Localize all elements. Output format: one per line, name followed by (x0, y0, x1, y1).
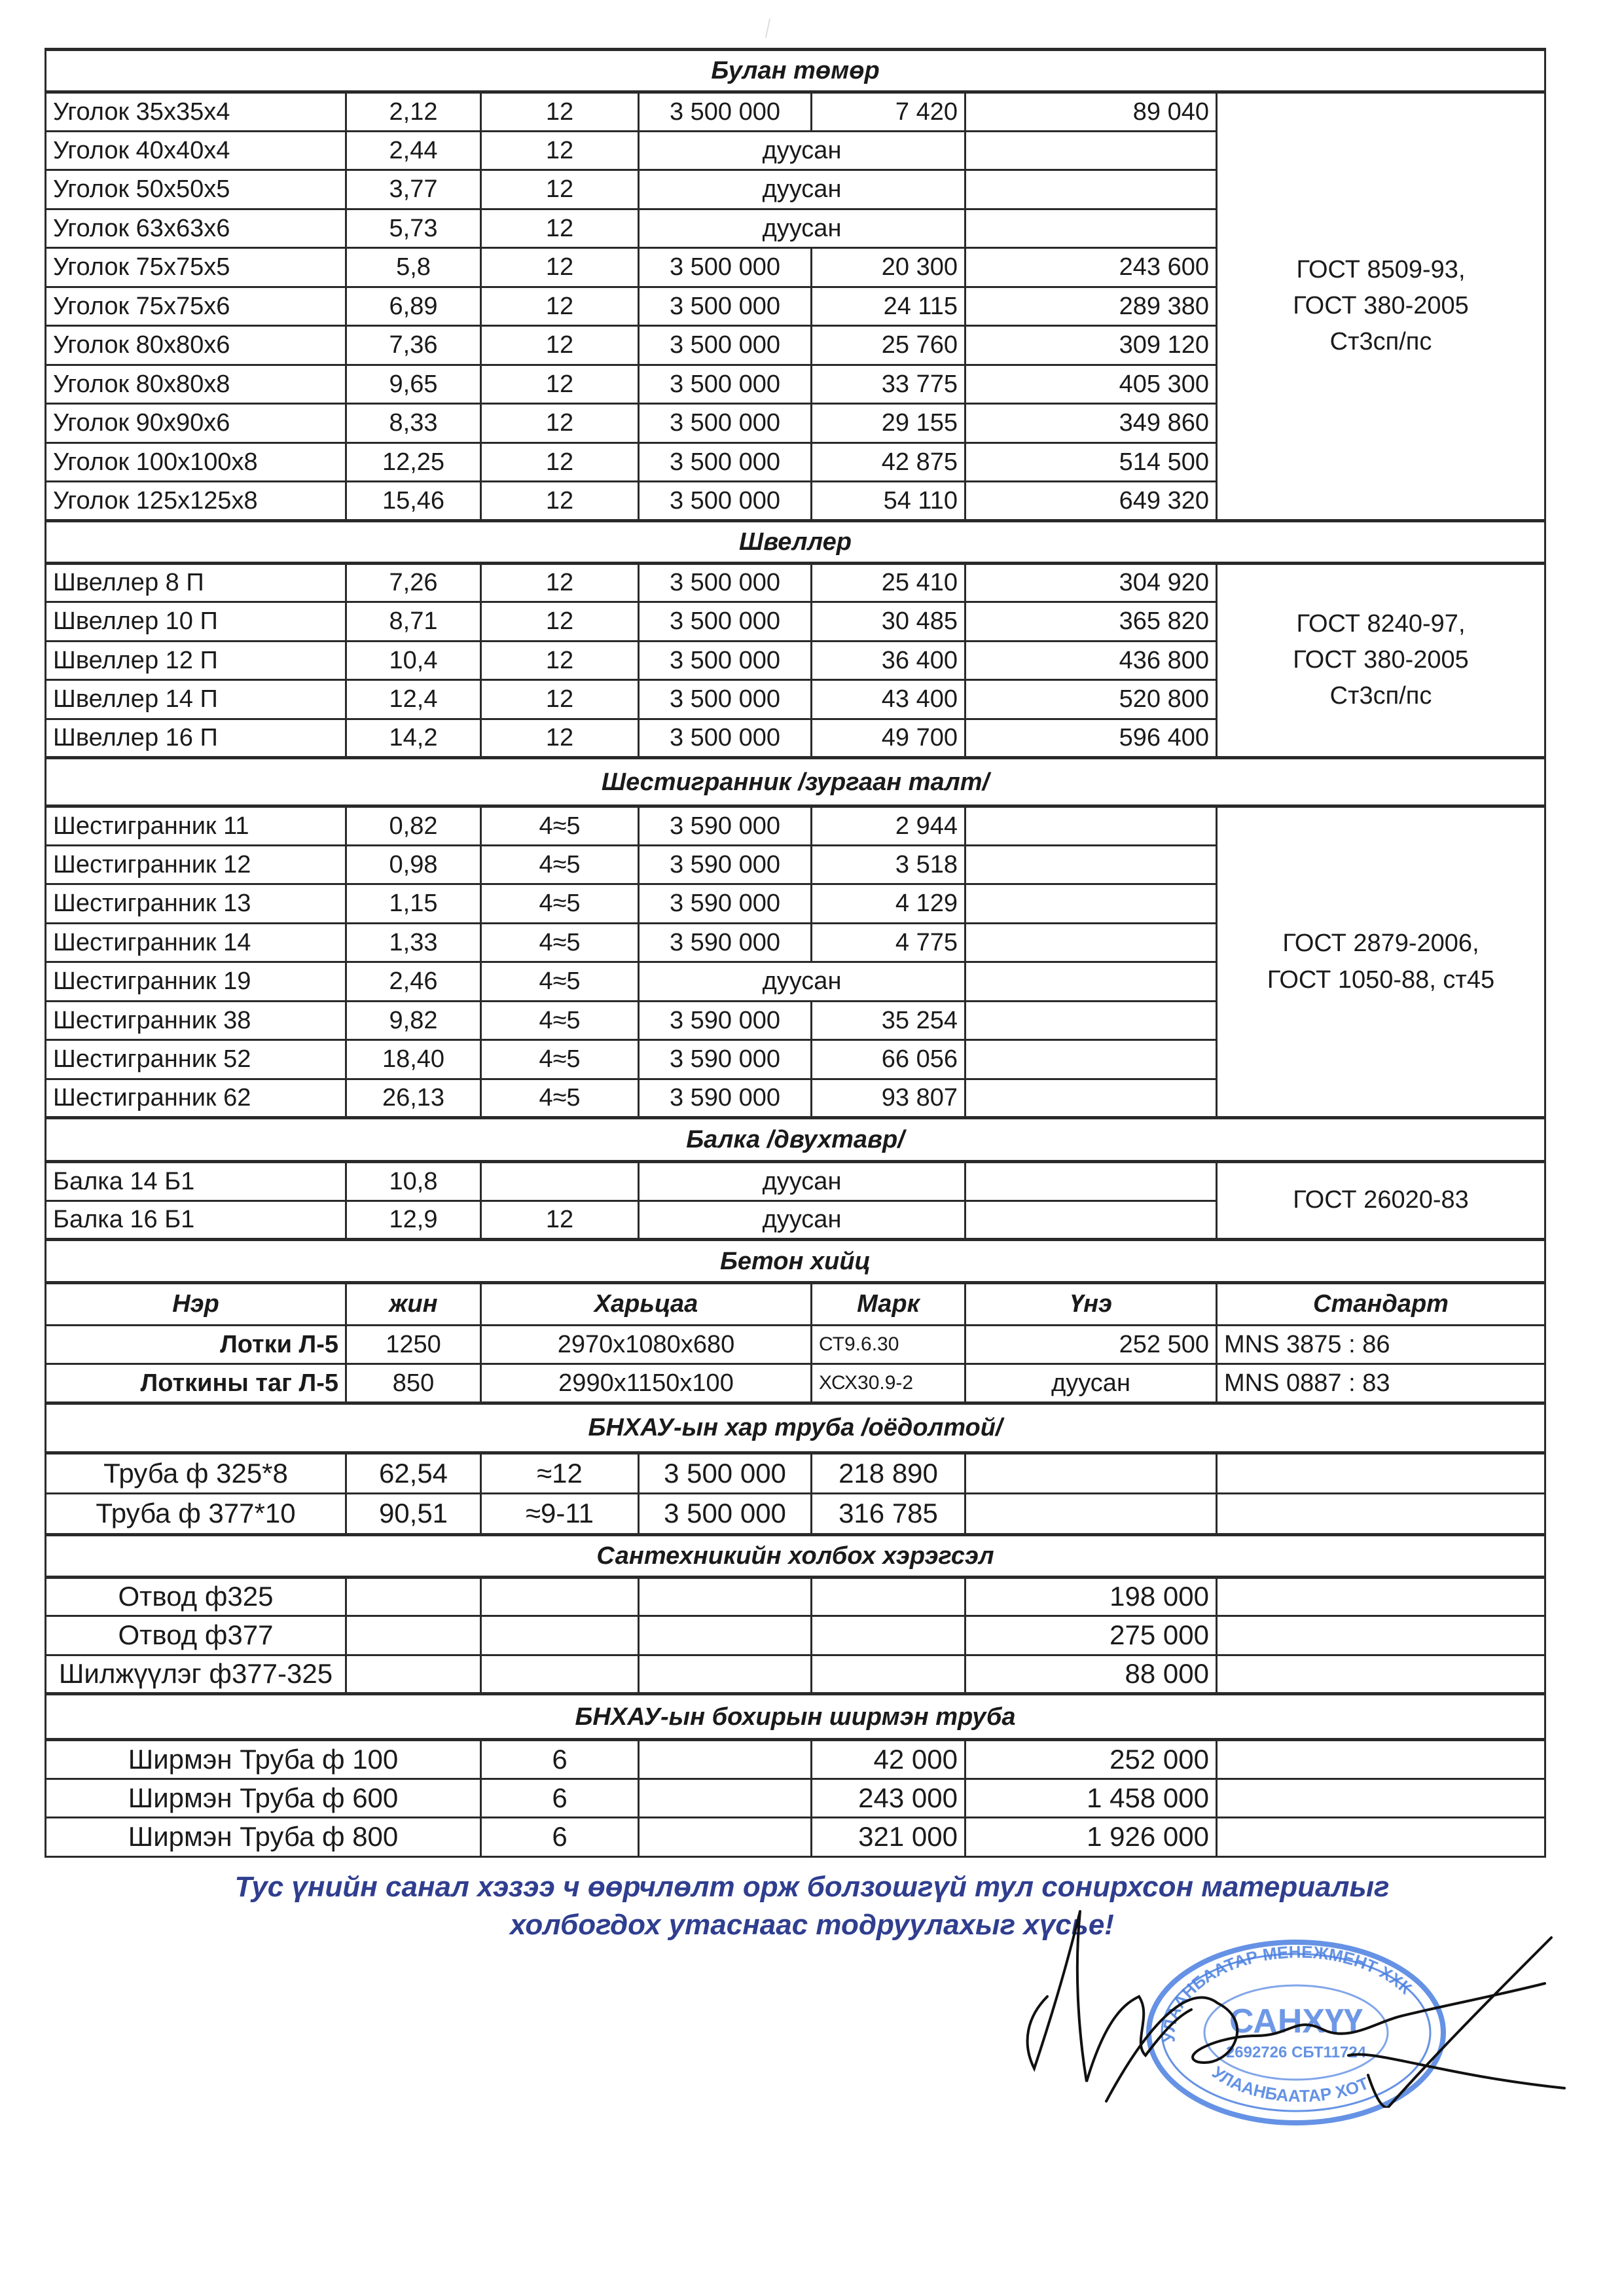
item-price-per-piece: 1 458 000 (965, 1779, 1217, 1818)
item-price-per-piece: 243 600 (965, 248, 1217, 287)
item-weight: 2,12 (346, 92, 481, 132)
stamp-top-text: УЛААНБААТАР МЕНЕЖМЕНТ ХХК (1159, 1942, 1416, 2043)
table-row (46, 1818, 1545, 1857)
item-price-per-piece: 289 380 (965, 287, 1217, 326)
item-name: Уголок 40x40x4 (46, 131, 346, 170)
item-weight: 10,8 (346, 1162, 481, 1201)
item-name: Лоткины таг Л-5 (46, 1364, 346, 1403)
item-name: Швеллер 14 П (46, 680, 346, 719)
section-header-row (46, 1694, 1545, 1740)
item-price-per-ton: 3 590 000 (639, 884, 812, 924)
item-name: Шилжүүлэг ф377-325 (46, 1655, 346, 1694)
standard-line: ГОСТ 8509-93, (1296, 256, 1466, 284)
table-row (46, 1740, 1545, 1779)
item-name: Шестигранник 19 (46, 962, 346, 1002)
column-header-standard: Стандарт (1217, 1283, 1545, 1326)
item-length: 12 (481, 641, 639, 680)
item-price-per-ton (639, 1577, 812, 1616)
item-name: Уголок 80x80x6 (46, 326, 346, 365)
item-status: дуусан (639, 170, 965, 209)
item-name: Труба ф 377*10 (46, 1494, 346, 1535)
column-header-mark: Марк (812, 1283, 965, 1326)
item-name: Уголок 125x125x8 (46, 482, 346, 521)
item-name: Уголок 90x90x6 (46, 404, 346, 443)
item-weight: 5,8 (346, 248, 481, 287)
standard-line: ГОСТ 380-2005 (1293, 646, 1469, 674)
item-standard: MNS 3875 : 86 (1217, 1325, 1545, 1364)
section-header-row (46, 1240, 1545, 1283)
item-price-per-piece (965, 209, 1217, 248)
item-weight: 3,77 (346, 170, 481, 209)
item-price-per-meter: 49 700 (812, 719, 965, 758)
item-name: Уголок 63x63x6 (46, 209, 346, 248)
item-mark: ХСХ30.9-2 (812, 1364, 965, 1403)
item-weight: 5,73 (346, 209, 481, 248)
item-length: 6 (481, 1779, 639, 1818)
item-name: Шестигранник 52 (46, 1040, 346, 1079)
column-header-weight: жин (346, 1283, 481, 1326)
item-price-per-meter: 66 056 (812, 1040, 965, 1079)
item-price-per-ton: 3 500 000 (639, 680, 812, 719)
item-length: 12 (481, 92, 639, 132)
item-name: Уголок 75x75x5 (46, 248, 346, 287)
item-length (481, 1616, 639, 1655)
stamp-bottom-text: УЛААНБААТАР ХОТ (1208, 2062, 1372, 2106)
table-row (46, 806, 1545, 846)
item-weight: 8,71 (346, 602, 481, 642)
item-name: Уголок 100x100x8 (46, 443, 346, 482)
section-header-row (46, 1118, 1545, 1162)
item-name: Ширмэн Труба ф 600 (46, 1779, 481, 1818)
item-price-per-meter: 20 300 (812, 248, 965, 287)
item-price-per-meter: 29 155 (812, 404, 965, 443)
section-title: Булан төмөр (46, 50, 1545, 92)
item-weight (346, 1616, 481, 1655)
item-price-per-meter (812, 1616, 965, 1655)
item-price-per-piece: 304 920 (965, 563, 1217, 602)
item-price-per-meter: 42 000 (812, 1740, 965, 1779)
standard-cell (1217, 92, 1545, 521)
item-price-per-piece: 1 926 000 (965, 1818, 1217, 1857)
item-name: Труба ф 325*8 (46, 1453, 346, 1494)
section-title: Швеллер (46, 520, 1545, 563)
item-standard: MNS 0887 : 83 (1217, 1364, 1545, 1403)
table-row (46, 1494, 1545, 1535)
item-length: 12 (481, 209, 639, 248)
section-header-row (46, 1534, 1545, 1577)
item-length: 12 (481, 443, 639, 482)
item-name: Швеллер 12 П (46, 641, 346, 680)
item-name: Балка 16 Б1 (46, 1201, 346, 1240)
item-price-per-meter: 316 785 (812, 1494, 965, 1535)
item-length: 4≈5 (481, 1079, 639, 1118)
item-length: 12 (481, 482, 639, 521)
item-price-per-piece: 365 820 (965, 602, 1217, 642)
item-length (481, 1577, 639, 1616)
item-length: 12 (481, 1201, 639, 1240)
item-length (481, 1162, 639, 1201)
item-length: 4≈5 (481, 1040, 639, 1079)
item-name: Уголок 80x80x8 (46, 365, 346, 404)
item-price-per-piece (965, 884, 1217, 924)
item-price-per-ton: 3 500 000 (639, 326, 812, 365)
item-name: Отвод ф377 (46, 1616, 346, 1655)
item-price-per-piece (965, 1494, 1217, 1535)
item-length: 4≈5 (481, 1001, 639, 1040)
item-price-per-piece (965, 1040, 1217, 1079)
item-price-per-meter: 36 400 (812, 641, 965, 680)
item-price-per-meter: 30 485 (812, 602, 965, 642)
item-price-per-ton: 3 500 000 (639, 248, 812, 287)
item-price-per-piece: 649 320 (965, 482, 1217, 521)
item-price-per-meter: 4 775 (812, 923, 965, 962)
item-price-per-ton (639, 1779, 812, 1818)
item-price-per-piece: 520 800 (965, 680, 1217, 719)
item-weight: 1250 (346, 1325, 481, 1364)
item-weight: 2,44 (346, 131, 481, 170)
item-size: 2970x1080x680 (481, 1325, 812, 1364)
item-price-per-ton: 3 500 000 (639, 641, 812, 680)
section-header-row (46, 50, 1545, 92)
item-price-per-ton: 3 500 000 (639, 92, 812, 132)
item-status: дуусан (639, 1162, 965, 1201)
item-length: ≈12 (481, 1453, 639, 1494)
column-header-name: Нэр (46, 1283, 346, 1326)
item-weight: 7,26 (346, 563, 481, 602)
standard-cell (1217, 1162, 1545, 1240)
item-name: Шестигранник 13 (46, 884, 346, 924)
item-length: 12 (481, 719, 639, 758)
item-price-per-meter: 43 400 (812, 680, 965, 719)
item-name: Швеллер 16 П (46, 719, 346, 758)
item-weight (346, 1577, 481, 1616)
standard-line: ГОСТ 380-2005 (1293, 292, 1469, 320)
item-price-per-piece: 514 500 (965, 443, 1217, 482)
item-length: 12 (481, 404, 639, 443)
item-price-per-ton (639, 1655, 812, 1694)
item-length: 12 (481, 131, 639, 170)
item-price-per-meter: 35 254 (812, 1001, 965, 1040)
item-price-per-piece (965, 1201, 1217, 1240)
item-status: дуусан (639, 1201, 965, 1240)
item-weight: 12,4 (346, 680, 481, 719)
item-length (481, 1655, 639, 1694)
item-price-per-meter: 4 129 (812, 884, 965, 924)
item-weight (346, 1655, 481, 1694)
item-name: Уголок 50x50x5 (46, 170, 346, 209)
item-price-per-piece: 252 000 (965, 1740, 1217, 1779)
item-weight: 10,4 (346, 641, 481, 680)
table-row (46, 1616, 1545, 1655)
column-header-row (46, 1283, 1545, 1326)
item-price-per-piece: 275 000 (965, 1616, 1217, 1655)
table-row (46, 1577, 1545, 1616)
item-name: Шестигранник 14 (46, 923, 346, 962)
table-row (46, 92, 1545, 132)
item-length: 12 (481, 563, 639, 602)
item-weight: 1,33 (346, 923, 481, 962)
item-name: Шестигранник 12 (46, 845, 346, 884)
item-standard (1217, 1453, 1545, 1494)
item-price-per-ton: 3 500 000 (639, 365, 812, 404)
item-standard (1217, 1740, 1545, 1779)
item-length: 4≈5 (481, 806, 639, 846)
item-price-per-ton: 3 500 000 (639, 563, 812, 602)
item-price-per-meter (812, 1655, 965, 1694)
item-weight: 18,40 (346, 1040, 481, 1079)
section-header-row (46, 758, 1545, 806)
item-price-per-ton: 3 500 000 (639, 1453, 812, 1494)
item-price-per-ton: 3 590 000 (639, 845, 812, 884)
item-name: Ширмэн Труба ф 800 (46, 1818, 481, 1857)
standard-line: ГОСТ 2879-2006, (1282, 930, 1479, 958)
item-weight: 6,89 (346, 287, 481, 326)
item-status: дуусан (639, 962, 965, 1002)
item-price-per-ton: 3 590 000 (639, 1040, 812, 1079)
item-standard (1217, 1818, 1545, 1857)
section-title: Балка /двухтавр/ (46, 1118, 1545, 1162)
item-weight: 12,25 (346, 443, 481, 482)
item-length: 4≈5 (481, 845, 639, 884)
item-length: 12 (481, 287, 639, 326)
section-title: Шестигранник /зургаан талт/ (46, 758, 1545, 806)
item-weight: 62,54 (346, 1453, 481, 1494)
item-weight: 2,46 (346, 962, 481, 1002)
item-price-per-piece: 596 400 (965, 719, 1217, 758)
item-weight: 15,46 (346, 482, 481, 521)
item-weight: 9,82 (346, 1001, 481, 1040)
item-price: дуусан (965, 1364, 1217, 1403)
item-price-per-piece (965, 1162, 1217, 1201)
item-length: 12 (481, 326, 639, 365)
scan-artifact (765, 18, 770, 38)
item-weight: 8,33 (346, 404, 481, 443)
item-weight: 12,9 (346, 1201, 481, 1240)
item-price-per-meter: 7 420 (812, 92, 965, 132)
section-title: Бетон хийц (46, 1240, 1545, 1283)
item-price-per-piece (965, 845, 1217, 884)
item-weight: 0,82 (346, 806, 481, 846)
item-price-per-piece (965, 170, 1217, 209)
item-price-per-piece: 405 300 (965, 365, 1217, 404)
table-row (46, 1162, 1545, 1201)
item-standard (1217, 1779, 1545, 1818)
item-standard (1217, 1655, 1545, 1694)
item-price-per-ton: 3 500 000 (639, 1494, 812, 1535)
item-price-per-ton: 3 590 000 (639, 1079, 812, 1118)
item-price-per-meter: 25 760 (812, 326, 965, 365)
stamp-center-text: САНХҮҮ (1229, 2002, 1363, 2040)
item-price-per-piece: 309 120 (965, 326, 1217, 365)
table-row (46, 1364, 1545, 1403)
standard-line: ГОСТ 1050-88, ст45 (1267, 966, 1495, 994)
item-price-per-piece (965, 131, 1217, 170)
item-price-per-ton (639, 1818, 812, 1857)
item-price-per-piece (965, 923, 1217, 962)
item-price-per-piece: 349 860 (965, 404, 1217, 443)
item-mark: СТ9.6.30 (812, 1325, 965, 1364)
item-length: 12 (481, 170, 639, 209)
item-name: Лотки Л-5 (46, 1325, 346, 1364)
item-length: 12 (481, 365, 639, 404)
item-price-per-meter: 25 410 (812, 563, 965, 602)
item-length: ≈9-11 (481, 1494, 639, 1535)
item-status: дуусан (639, 209, 965, 248)
item-weight: 26,13 (346, 1079, 481, 1118)
table-row (46, 1655, 1545, 1694)
item-name: Балка 14 Б1 (46, 1162, 346, 1201)
table-row (46, 1325, 1545, 1364)
item-weight: 9,65 (346, 365, 481, 404)
standard-line: Ст3сп/пс (1329, 328, 1432, 356)
item-price-per-ton: 3 500 000 (639, 443, 812, 482)
item-price-per-meter (812, 1577, 965, 1616)
item-price-per-meter: 42 875 (812, 443, 965, 482)
item-price-per-piece (965, 806, 1217, 846)
price-table (45, 48, 1546, 1858)
section-header-row (46, 520, 1545, 563)
item-name: Шестигранник 38 (46, 1001, 346, 1040)
item-standard (1217, 1616, 1545, 1655)
item-size: 2990x1150x100 (481, 1364, 812, 1403)
item-length: 6 (481, 1818, 639, 1857)
item-price-per-ton: 3 500 000 (639, 287, 812, 326)
item-weight: 7,36 (346, 326, 481, 365)
section-title: БНХАУ-ын хар труба /оёдолтой/ (46, 1403, 1545, 1453)
item-price-per-ton: 3 500 000 (639, 719, 812, 758)
table-row (46, 563, 1545, 602)
item-price: 252 500 (965, 1325, 1217, 1364)
item-length: 12 (481, 602, 639, 642)
item-name: Уголок 75x75x6 (46, 287, 346, 326)
item-price-per-ton: 3 500 000 (639, 482, 812, 521)
item-length: 12 (481, 248, 639, 287)
standard-line: ГОСТ 26020-83 (1293, 1186, 1469, 1214)
item-price-per-ton: 3 500 000 (639, 404, 812, 443)
item-price-per-meter: 93 807 (812, 1079, 965, 1118)
item-name: Ширмэн Труба ф 100 (46, 1740, 481, 1779)
standard-cell (1217, 563, 1545, 758)
item-length: 4≈5 (481, 923, 639, 962)
item-price-per-piece: 88 000 (965, 1655, 1217, 1694)
item-standard (1217, 1494, 1545, 1535)
item-price-per-ton (639, 1616, 812, 1655)
item-price-per-piece: 89 040 (965, 92, 1217, 132)
item-name: Швеллер 10 П (46, 602, 346, 642)
item-price-per-meter: 33 775 (812, 365, 965, 404)
item-standard (1217, 1577, 1545, 1616)
item-price-per-piece: 436 800 (965, 641, 1217, 680)
item-price-per-meter: 2 944 (812, 806, 965, 846)
standard-line: ГОСТ 8240-97, (1296, 610, 1466, 638)
standard-line: Ст3сп/пс (1329, 682, 1432, 710)
standard-cell (1217, 806, 1545, 1118)
column-header-price: Үнэ (965, 1283, 1217, 1326)
item-length: 6 (481, 1740, 639, 1779)
section-header-row (46, 1403, 1545, 1453)
item-price-per-piece (965, 1001, 1217, 1040)
stamp-reg-text: 2692726 СБТ11724 (1225, 2044, 1367, 2061)
column-header-size: Харьцаа (481, 1283, 812, 1326)
item-price-per-piece (965, 1453, 1217, 1494)
item-price-per-ton: 3 590 000 (639, 806, 812, 846)
item-length: 4≈5 (481, 962, 639, 1002)
item-length: 4≈5 (481, 884, 639, 924)
signature (982, 1885, 1571, 2108)
item-price-per-meter: 24 115 (812, 287, 965, 326)
item-price-per-meter: 54 110 (812, 482, 965, 521)
item-price-per-ton: 3 500 000 (639, 602, 812, 642)
item-name: Шестигранник 62 (46, 1079, 346, 1118)
table-row (46, 1779, 1545, 1818)
item-name: Швеллер 8 П (46, 563, 346, 602)
item-weight: 90,51 (346, 1494, 481, 1535)
item-length: 12 (481, 680, 639, 719)
item-price-per-meter: 218 890 (812, 1453, 965, 1494)
item-price-per-meter: 3 518 (812, 845, 965, 884)
item-name: Отвод ф325 (46, 1577, 346, 1616)
footer-note-line-1: Тус үнийн санал хэзээ ч өөрчлөлт орж болзошгүй тул сонирхсон материалыг (234, 1871, 1390, 1903)
item-weight: 850 (346, 1364, 481, 1403)
item-name: Уголок 35x35x4 (46, 92, 346, 132)
item-weight: 14,2 (346, 719, 481, 758)
item-price-per-piece (965, 962, 1217, 1002)
item-name: Шестигранник 11 (46, 806, 346, 846)
item-price-per-meter: 321 000 (812, 1818, 965, 1857)
item-price-per-ton: 3 590 000 (639, 923, 812, 962)
item-weight: 0,98 (346, 845, 481, 884)
item-price-per-meter: 243 000 (812, 1779, 965, 1818)
section-title: БНХАУ-ын бохирын ширмэн труба (46, 1694, 1545, 1740)
item-status: дуусан (639, 131, 965, 170)
section-title: Сантехникийн холбох хэрэгсэл (46, 1534, 1545, 1577)
footer-note-line-2: холбогдох утаснаас тодруулахыг хүсье! (510, 1909, 1114, 1941)
item-weight: 1,15 (346, 884, 481, 924)
item-price-per-ton: 3 590 000 (639, 1001, 812, 1040)
table-row (46, 1453, 1545, 1494)
item-price-per-piece: 198 000 (965, 1577, 1217, 1616)
item-price-per-piece (965, 1079, 1217, 1118)
item-price-per-ton (639, 1740, 812, 1779)
